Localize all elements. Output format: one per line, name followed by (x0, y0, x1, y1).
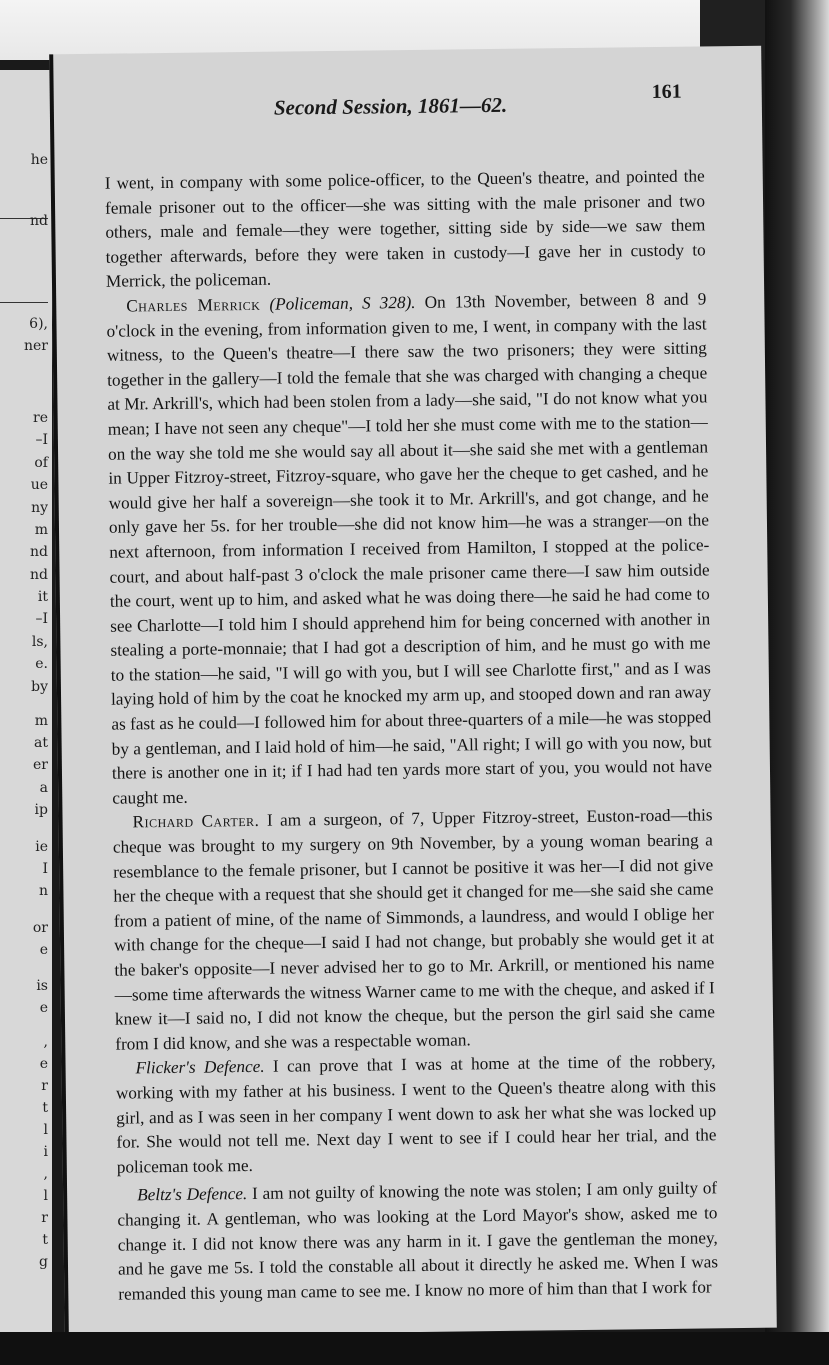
left-page-text-fragment: re (33, 410, 48, 426)
left-page-text-fragment: 6), (29, 316, 48, 332)
left-page-text-fragment: e (39, 1000, 48, 1016)
left-page-text-fragment: m (34, 522, 48, 538)
left-page-text-fragment: m (34, 713, 48, 729)
left-page-text-fragment: g (39, 1254, 48, 1270)
left-page-text-fragment: , (43, 1034, 48, 1050)
left-page-text-fragment: ie (35, 839, 48, 855)
left-page-text-fragment: ls, (31, 634, 48, 650)
running-head: Second Session, 1861—62. (273, 92, 508, 120)
defence-text: I am not guilty of knowing the note was stolen; I am only guilty of changing it. A gentleman, who was looking at the Lord Mayor's show, asked me to change it. I did not know there was any harm in it. I gave the gentleman the money, and he gave me 5s. I told the constable all about it directly he asked me. When I was remanded this young man came to see me. I know no more of him than that I work for (117, 1178, 719, 1304)
defence-label: Beltz's Defence. (137, 1184, 248, 1205)
left-page-text-fragment: nd (30, 213, 48, 229)
left-page-text-fragment: e (39, 942, 48, 958)
left-page-text-fragment: by (31, 679, 48, 695)
left-page-edge (0, 70, 52, 1332)
paragraph-flicker-defence (115, 1050, 716, 1180)
left-page-text-fragment: a (39, 780, 48, 796)
left-page-text-fragment: ner (24, 338, 48, 354)
testimony-text: On 13th November, between 8 and 9 o'clock in the evening, from information given to me, I went, in company with the last witness, to the Queen's theatre—I there saw the two prisoners; they were sitting together in the gallery—I told the female that she was charged with changing a cheque at Mr. Arkrill's, which had been stolen from a lady—she said, "I do not know what you mean; I have not seen any cheque"—I told her she must come with me to the station—on the way she told me she would say all about it—she said she met with a gentleman in Upper Fitzroy-street, Fitzroy-square, who gave her the cheque to get cashed, and he would give her half a sovereign—she took it to Mr. Arkrill's, and got change, and he only gave her 5s. for her trouble—she did not know him—he was a stranger—on the next afternoon, from information I received from Hamilton, I stopped at the police-court, and about half-past 3 o'clock the male prisoner came there—I saw him outside the court, went up to him, and asked what he was doing there—he said he had come to see Charlotte—I told him I should apprehend him for being concerned with another in stealing a porte-monnaie; that I had got a description of him, and he must go with me to the station—he said, "I will go with you, but I will see Charlotte first," and as I was laying hold of him by the coat he knocked my arm up, and stooped down and ran away as fast as he could—I followed him for about three-quarters of a mile—he was stopped by a gentleman, and I laid hold of him—he said, "All right; I will go with you now, but there is another one in it; if I had had ten yards more start of you, you would not have caught me. (106, 289, 713, 808)
left-page-text-fragment: of (34, 455, 48, 471)
paragraph-continuation: I went, in company with some police-officer, to the Queen's theatre, and pointed the female prisoner out to the officer—she was sitting with the male prisoner and two others, male and female—they were together, sitting side by side—we saw them together afterwards, before they were taken in custody—I gave her in custody to Merrick, the policeman. (104, 166, 706, 292)
left-page-text-fragment: , (43, 1166, 48, 1182)
left-page-text-fragment: i (43, 1144, 48, 1160)
left-page-text-fragment: nd (30, 544, 48, 560)
left-page-text-fragment: t (42, 1232, 48, 1248)
defence-label: Flicker's Defence. (135, 1057, 265, 1078)
left-page-text-fragment: ue (30, 477, 48, 493)
witness-name: Richard Carter. (132, 811, 260, 832)
paragraph-merrick-testimony (106, 287, 712, 811)
left-page-text-fragment: –I (35, 611, 48, 627)
left-page-text-fragment: l (43, 1122, 48, 1138)
left-page-text-fragment: he (30, 152, 48, 168)
left-page-rule (0, 302, 48, 303)
left-page-text-fragment: n (38, 883, 48, 899)
left-page-text-fragment: er (33, 757, 48, 773)
paragraph-beltz-defence (117, 1177, 718, 1307)
left-page-text-fragment: or (32, 920, 48, 936)
book-page (49, 46, 777, 1337)
page-number: 161 (651, 80, 682, 104)
paragraph-carter-testimony (112, 804, 715, 1057)
bottom-shadow (0, 1332, 829, 1365)
left-page-text-fragment: l (43, 1188, 48, 1204)
left-page-text-fragment: –I (35, 432, 48, 448)
left-page-text-fragment: ip (34, 802, 48, 818)
testimony-text: I am a surgeon, of 7, Upper Fitzroy-street, Euston-road—this cheque was brought to my surgery on 9th November, by a young woman bearing a resemblance to the female prisoner, but I cannot be positive it was her—I did not give her the cheque with a request that she should get it changed for me—she said she came from a patient of mine, of the name of Simmonds, a laundress, and would I oblige her with change for the cheque—I said I had not change, but probably she would get it at the baker's opposite—I never advised her to go to Mr. Arkrill, or mentioned his name—some time afterwards the witness Warner came to me with the cheque, and asked if I knew it—I said no, I did not know the cheque, but the person the girl said she came from I did know, and she was a respectable woman. (112, 805, 716, 1054)
page-body (105, 164, 719, 1307)
witness-role: (Policeman, S 328). (269, 292, 416, 314)
left-page-text-fragment: r (41, 1078, 48, 1094)
left-page-text-fragment: e. (35, 656, 48, 672)
left-page-text-fragment: r (41, 1210, 48, 1226)
left-page-text-fragment: it (37, 589, 48, 605)
page-header (54, 80, 762, 129)
left-page-text-fragment: is (36, 978, 48, 994)
left-page-text-fragment: at (34, 735, 48, 751)
left-page-text-fragment: nd (30, 567, 48, 583)
left-page-text-fragment: I (42, 861, 48, 877)
defence-text: I can prove that I was at home at the time of the robbery, working with my father at his business. I went to the Queen's theatre along with this girl, and as I was seen in her company I went down to ask her what she was locked up for. She would not tell me. Next day I went to see if I could hear her trial, and the policeman took me. (115, 1051, 717, 1177)
witness-name: Charles Merrick (126, 294, 261, 316)
left-page-text-fragment: ny (31, 500, 48, 516)
left-page-text-fragment: e (39, 1056, 48, 1072)
left-page-text-fragment: t (42, 1100, 48, 1116)
